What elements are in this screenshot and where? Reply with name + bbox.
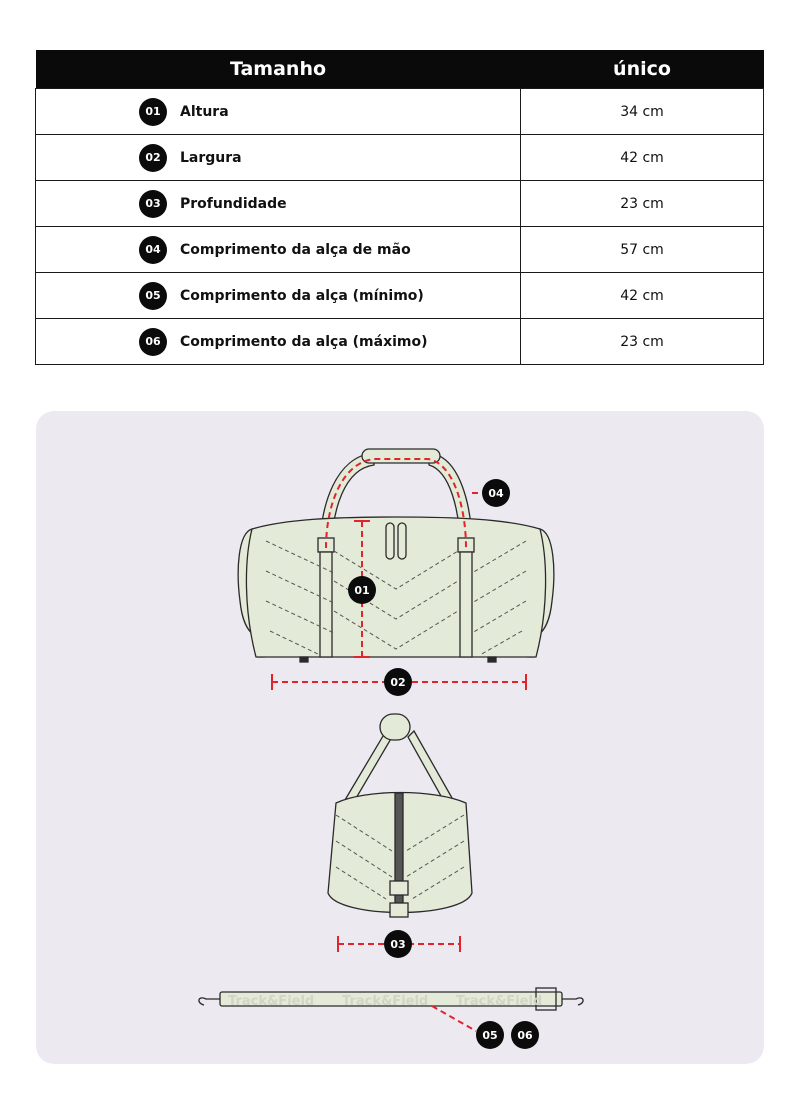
marker-04 bbox=[482, 479, 510, 507]
zipper-pull-left bbox=[386, 523, 394, 559]
measurement-label: Comprimento da alça de mão bbox=[180, 241, 411, 258]
marker-02 bbox=[384, 668, 412, 696]
measure-05-pointer bbox=[432, 1006, 476, 1031]
size-table bbox=[35, 50, 764, 365]
label-cell bbox=[36, 181, 521, 227]
measurement-label: Altura bbox=[180, 103, 229, 120]
measurement-label: Largura bbox=[180, 149, 242, 166]
strap-text: Track&Field bbox=[342, 994, 429, 1009]
label-cell bbox=[36, 89, 521, 135]
measurement-value: 42 cm bbox=[521, 135, 764, 181]
table-header bbox=[36, 50, 764, 89]
header-value: único bbox=[521, 50, 764, 89]
marker-04-label: 04 bbox=[488, 487, 504, 500]
foot bbox=[300, 657, 308, 662]
side-clasp bbox=[390, 881, 408, 895]
table-row bbox=[36, 319, 764, 365]
handle-grip bbox=[362, 449, 440, 463]
zipper-pull-right bbox=[398, 523, 406, 559]
table-row bbox=[36, 181, 764, 227]
strap-right bbox=[460, 552, 472, 657]
label-cell bbox=[36, 273, 521, 319]
measurement-value: 23 cm bbox=[521, 181, 764, 227]
bag-body bbox=[246, 517, 545, 657]
diagram-panel bbox=[36, 411, 764, 1064]
strap-left bbox=[320, 552, 332, 657]
marker-06-label: 06 bbox=[517, 1029, 533, 1042]
marker-05 bbox=[476, 1021, 504, 1049]
strap-hook-left bbox=[199, 998, 220, 1005]
measurement-value: 34 cm bbox=[521, 89, 764, 135]
measurement-label: Comprimento da alça (mínimo) bbox=[180, 287, 424, 304]
measurement-value: 42 cm bbox=[521, 273, 764, 319]
side-handle-grip bbox=[380, 714, 410, 740]
marker-03 bbox=[384, 930, 412, 958]
marker-03-label: 03 bbox=[390, 938, 406, 951]
strap-text: Track&Field bbox=[456, 994, 543, 1009]
number-badge: 01 bbox=[139, 98, 167, 126]
measurement-value: 23 cm bbox=[521, 319, 764, 365]
measurement-label: Profundidade bbox=[180, 195, 287, 212]
strap-text: Track&Field bbox=[228, 994, 315, 1009]
marker-01 bbox=[348, 576, 376, 604]
number-badge: 06 bbox=[139, 328, 167, 356]
table-row bbox=[36, 273, 764, 319]
number-badge: 05 bbox=[139, 282, 167, 310]
table-row bbox=[36, 135, 764, 181]
number-badge: 04 bbox=[139, 236, 167, 264]
marker-02-label: 02 bbox=[390, 676, 406, 689]
bag-diagram bbox=[36, 411, 764, 1064]
marker-06 bbox=[511, 1021, 539, 1049]
label-cell bbox=[36, 227, 521, 273]
header-size: Tamanho bbox=[36, 50, 521, 89]
number-badge: 02 bbox=[139, 144, 167, 172]
measurement-label: Comprimento da alça (máximo) bbox=[180, 333, 428, 350]
label-cell bbox=[36, 319, 521, 365]
bag-front-view bbox=[238, 449, 554, 662]
table-row bbox=[36, 89, 764, 135]
table-row bbox=[36, 227, 764, 273]
label-cell bbox=[36, 135, 521, 181]
foot bbox=[488, 657, 496, 662]
marker-01-label: 01 bbox=[354, 584, 370, 597]
strap-hook-right bbox=[562, 998, 583, 1005]
bag-side-view bbox=[328, 714, 472, 917]
measurement-value: 57 cm bbox=[521, 227, 764, 273]
side-clasp-lower bbox=[390, 903, 408, 917]
number-badge: 03 bbox=[139, 190, 167, 218]
marker-05-label: 05 bbox=[482, 1029, 498, 1042]
